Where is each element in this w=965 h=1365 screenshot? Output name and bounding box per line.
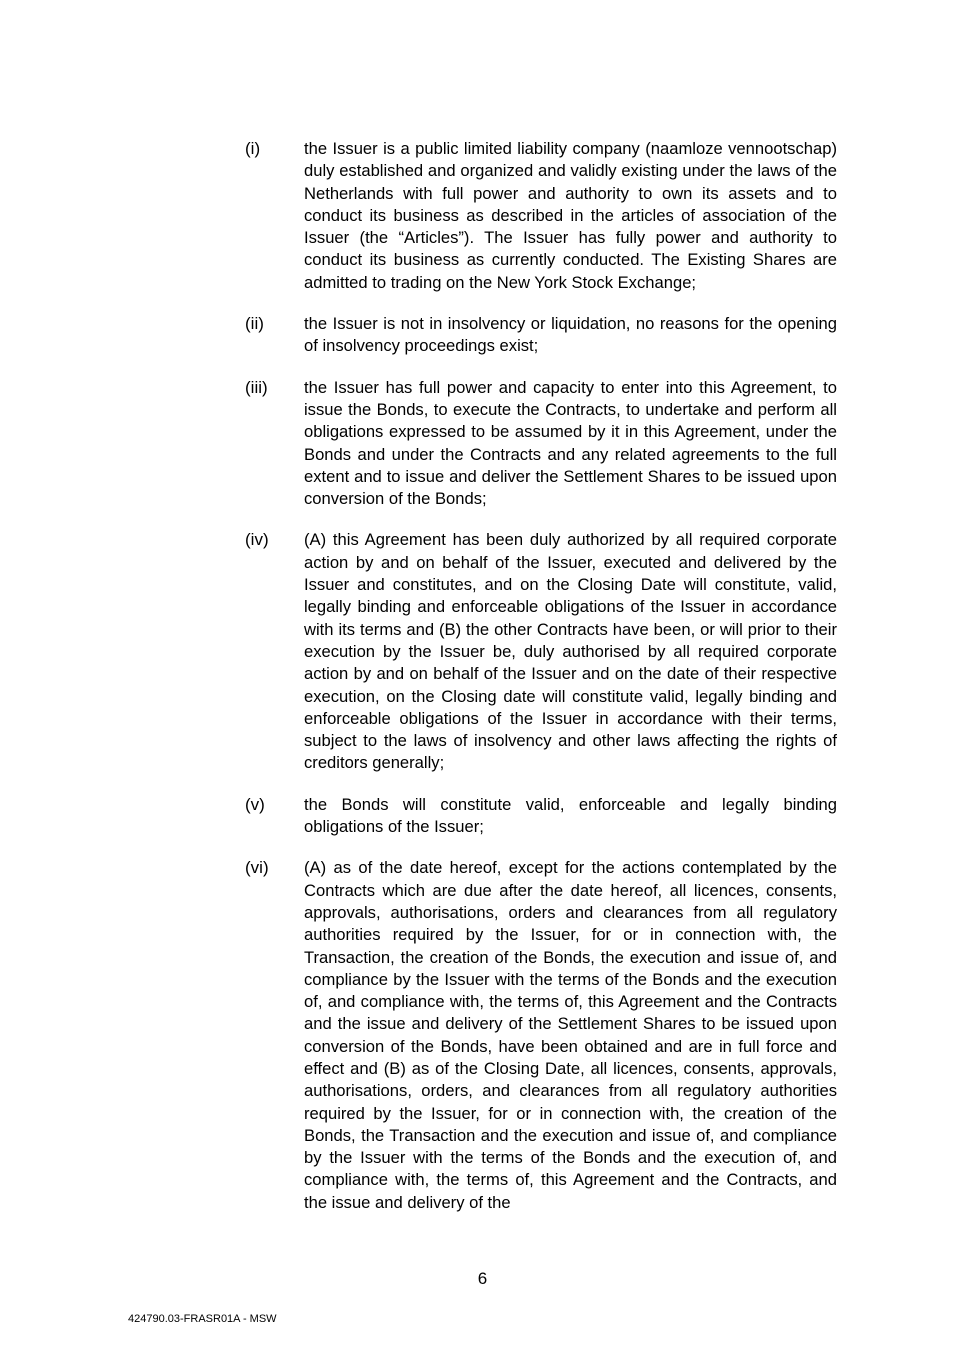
clause-number: (iii) [245, 377, 268, 397]
clause-v [245, 794, 837, 839]
clause-i [245, 138, 837, 294]
clause-number: (vi) [245, 858, 269, 878]
clause-text: (A) as of the date hereof, except for the actions contemplated by the Contracts which are due after the date hereof, all licences, consents, approvals, authorisations, orders and clearances from all regulatory authorities required by the Issuer, for or in connection with, the Transaction, the creation of the Bonds, the execution and issue of, and compliance by the Issuer with the terms of the Bonds and the execution of, and compliance with, the terms of, this Agreement and the Contracts and the issue and delivery of the Settlement Shares to be issued upon conversion of the Bonds, have been obtained and are in full force and effect and (B) as of the Closing Date, all licences, consents, approvals, authorisations, orders, and clearances from all regulatory authorities required by the Issuer, for or in connection with, the creation of the Bonds, the Transaction and the execution and issue of, and compliance by the Issuer with the terms of the Bonds and the execution of, and compliance with, the terms of, this Agreement and the Contracts, and the issue and delivery of the [304, 858, 837, 1212]
clause-text: the Issuer has full power and capacity to enter into this Agreement, to issue the Bonds, to execute the Contracts, to undertake and perform all obligations expressed to be assumed by it in this Agreement, under the Bonds and under the Contracts and any related agreements to the full extent and to issue and deliver the Settlement Shares to be issued upon conversion of the Bonds; [304, 377, 837, 509]
clause-text: (A) this Agreement has been duly authorized by all required corporate action by and on behalf of the Issuer, executed and delivered by the Issuer and constitutes, and on the Closing Date will constitute, valid, legally binding and enforceable obligations of the Issuer in accordance with its terms and (B) the other Contracts have been, or will prior to their execution by the Issuer be, duly authorised by all required corporate action by and on behalf of the Issuer and on the date of their respective execution, on the Closing date will constitute valid, legally binding and enforceable obligations of the Issuer in accordance with their terms, subject to the laws of insolvency and other laws affecting the rights of creditors generally; [304, 530, 837, 773]
page-number: 6 [477, 1269, 488, 1288]
clause-list [245, 138, 837, 1233]
clause-number: (i) [245, 139, 261, 158]
clause-number: (v) [245, 794, 265, 814]
clause-text: the Issuer is a public limited liability company (naamloze vennootschap) duly established and organized and validly existing under the laws of the Netherlands with full power and authority to own its assets and to conduct its business as described in the articles of association of the Issuer (the “Articles”). The Issuer has fully power and authority to conduct its business as currently conducted. The Existing Shares are admitted to trading on the New York Stock Exchange; [304, 139, 837, 292]
footer-reference: 424790.03-FRASR01A - MSW [128, 1313, 277, 1325]
clause-text: the Bonds will constitute valid, enforceable and legally binding obligations of the Issuer; [304, 794, 837, 837]
clause-text: the Issuer is not in insolvency or liquidation, no reasons for the opening of insolvency proceedings exist; [304, 314, 837, 356]
clause-number: (ii) [245, 314, 264, 334]
clause-number: (iv) [245, 530, 269, 550]
clause-vi [245, 857, 837, 1214]
clause-ii [245, 313, 837, 358]
clause-iii [245, 377, 837, 511]
clause-iv [245, 529, 837, 774]
